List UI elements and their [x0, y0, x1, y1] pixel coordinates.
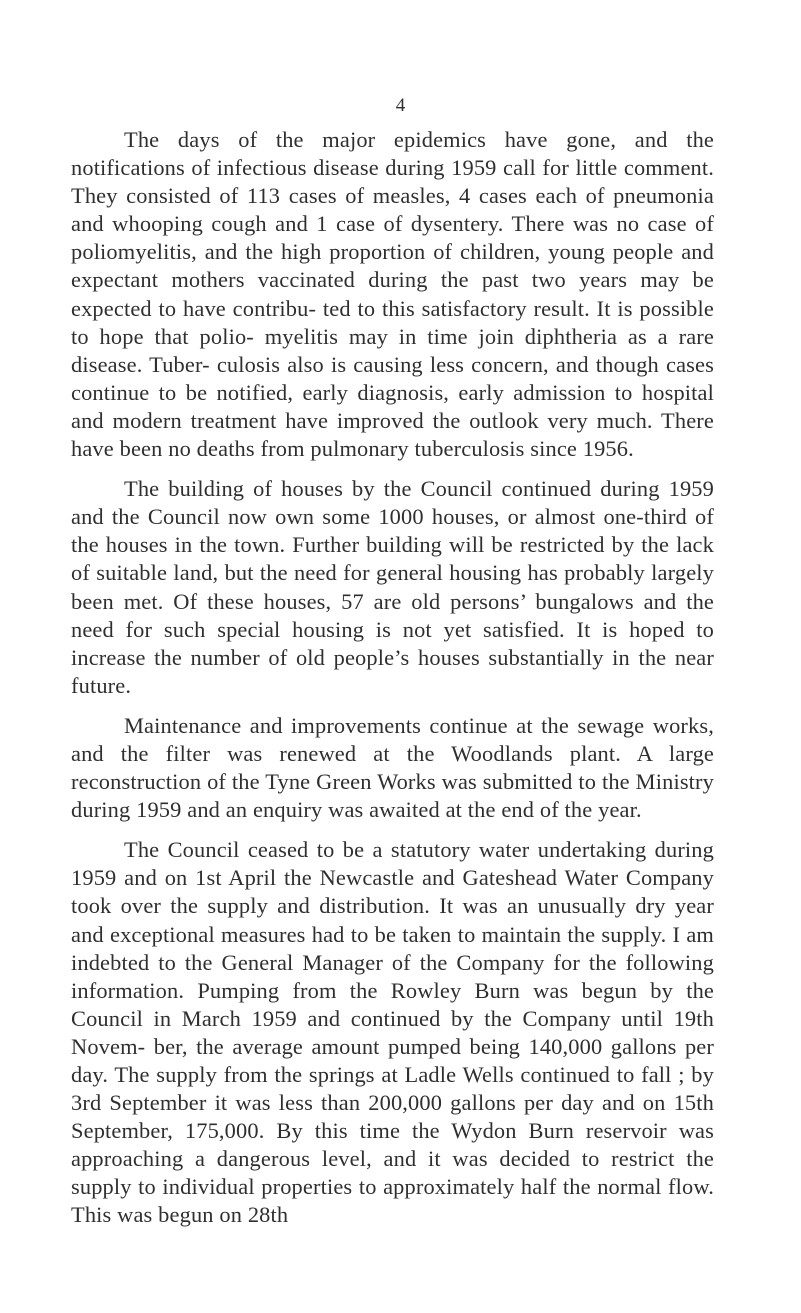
paragraph-water-supply: The Council ceased to be a statutory water undertaking during 1959 and on 1st April the Newcastle and Gateshead Water Company took over the supply and distribution. It was an unusually dry year and exceptional measures had to be taken to maintain the supply. I am indebted to the General Manager of the Company for the following information. Pumping from the Rowley Burn was begun by the Council in March 1959 and continued by the Company until 19th Novem- ber, the average amount pumped being 140,000 gallons per day. The supply from the springs at Ladle Wells continued to fall ; by 3rd September it was less than 200,000 gallons per day and on 15th September, 175,000. By this time the Wydon Burn reservoir was approaching a dangerous level, and it was decided to restrict the supply to individual properties to approximately half the normal flow. This was begun on 28th [71, 837, 714, 1228]
paragraph-sewage-works: Maintenance and improvements continue at the sewage works, and the filter was renewed at the Woodlands plant. A large reconstruction of the Tyne Green Works was submitted to the Ministry during 1959 and an enquiry was awaited at the end of the year. [71, 712, 714, 823]
paragraph-epidemics: The days of the major epidemics have gone, and the notifications of infectious disease during 1959 call for little comment. They consisted of 113 cases of measles, 4 cases each of pneumonia and whooping cough and 1 case of dysentery. There was no case of poliomyelitis, and the high proportion of children, young people and expectant mothers vaccinated during the past two years may be expected to have contribu- ted to this satisfactory result. It is possible to hope that polio- myelitis may in time join diphtheria as a rare disease. Tuber- culosis also is causing less concern, and though cases continue to be notified, early diagnosis, early admission to hospital and modern treatment have improved the outlook very much. There have been no deaths from pulmonary tuberculosis since 1956. [71, 127, 714, 462]
page-number: 4 [395, 95, 406, 116]
body-text [71, 126, 714, 1242]
paragraph-housing: The building of houses by the Council continued during 1959 and the Council now own some 1000 houses, or almost one-third of the houses in the town. Further building will be restricted by the lack of suitable land, but the need for general housing has probably largely been met. Of these houses, 57 are old persons’ bungalows and the need for such special housing is not yet satisfied. It is hoped to increase the number of old people’s houses substantially in the near future. [71, 476, 714, 698]
